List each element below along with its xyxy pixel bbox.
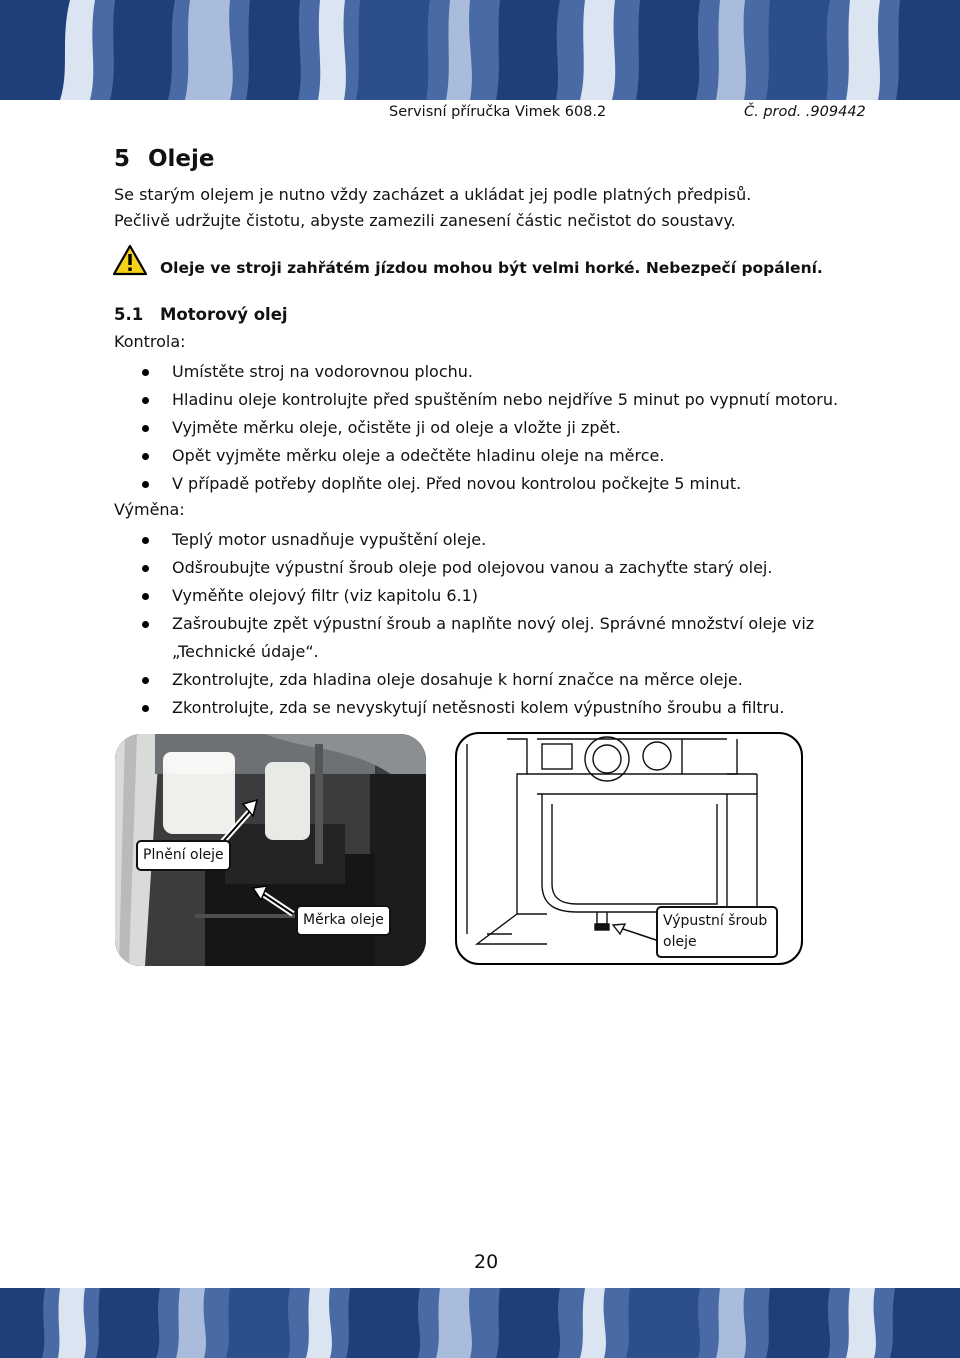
chapter-heading bbox=[114, 146, 215, 172]
list-item: Opět vyjměte měrku oleje a odečtěte hladinu oleje na měrce. bbox=[140, 442, 838, 470]
list-item: Vyjměte měrku oleje, očistěte ji od oleje a vložte ji zpět. bbox=[140, 414, 838, 442]
dipstick-callout: Měrka oleje bbox=[296, 905, 391, 936]
header-document-title: Servisní příručka Vimek 608.2 bbox=[389, 104, 607, 120]
intro-paragraph-line: Pečlivě udržujte čistotu, abyste zamezili zanesení částic nečistot do soustavy. bbox=[114, 211, 736, 230]
list-item: Odšroubujte výpustní šroub oleje pod olejovou vanou a zachyťte starý olej. bbox=[140, 554, 814, 582]
footer-decorative-band bbox=[0, 1288, 960, 1358]
check-steps-list bbox=[140, 358, 838, 498]
header-product-number: Č. prod. .909442 bbox=[744, 104, 866, 120]
header-decorative-band bbox=[0, 0, 960, 100]
section-heading bbox=[114, 305, 288, 324]
intro-paragraph-line: Se starým olejem je nutno vždy zacházet a ukládat jej podle platných předpisů. bbox=[114, 185, 752, 204]
chapter-title: Oleje bbox=[148, 146, 215, 172]
list-item: Hladinu oleje kontrolujte před spuštěním nebo nejdříve 5 minut po vypnutí motoru. bbox=[140, 386, 838, 414]
list-item: Zkontrolujte, zda hladina oleje dosahuje k horní značce na měrce oleje. bbox=[140, 666, 814, 694]
drain-plug-callout: Výpustní šroub oleje bbox=[656, 906, 778, 958]
list-item: V případě potřeby doplňte olej. Před novou kontrolou počkejte 5 minut. bbox=[140, 470, 838, 498]
list-item: Umístěte stroj na vodorovnou plochu. bbox=[140, 358, 838, 386]
page-number: 20 bbox=[474, 1251, 499, 1273]
warning-text: Oleje ve stroji zahřátém jízdou mohou být velmi horké. Nebezpečí popálení. bbox=[160, 259, 823, 277]
section-number: 5.1 bbox=[114, 305, 144, 324]
chapter-number: 5 bbox=[114, 146, 131, 172]
list-item: Vyměňte olejový filtr (viz kapitolu 6.1) bbox=[140, 582, 814, 610]
check-label: Kontrola: bbox=[114, 332, 186, 351]
list-item: Zkontrolujte, zda se nevyskytují netěsnosti kolem výpustního šroubu a filtru. bbox=[140, 694, 814, 722]
change-label: Výměna: bbox=[114, 500, 185, 519]
list-item: Teplý motor usnadňuje vypuštění oleje. bbox=[140, 526, 814, 554]
list-item-continuation: „Technické údaje“. bbox=[172, 642, 319, 661]
oil-filling-callout: Plnění oleje bbox=[136, 840, 231, 871]
warning-triangle-icon bbox=[112, 244, 148, 276]
list-item: Zašroubujte zpět výpustní šroub a naplňte nový olej. Správné množství oleje viz bbox=[140, 610, 814, 638]
section-title: Motorový olej bbox=[160, 305, 288, 324]
change-steps-list bbox=[140, 526, 814, 722]
